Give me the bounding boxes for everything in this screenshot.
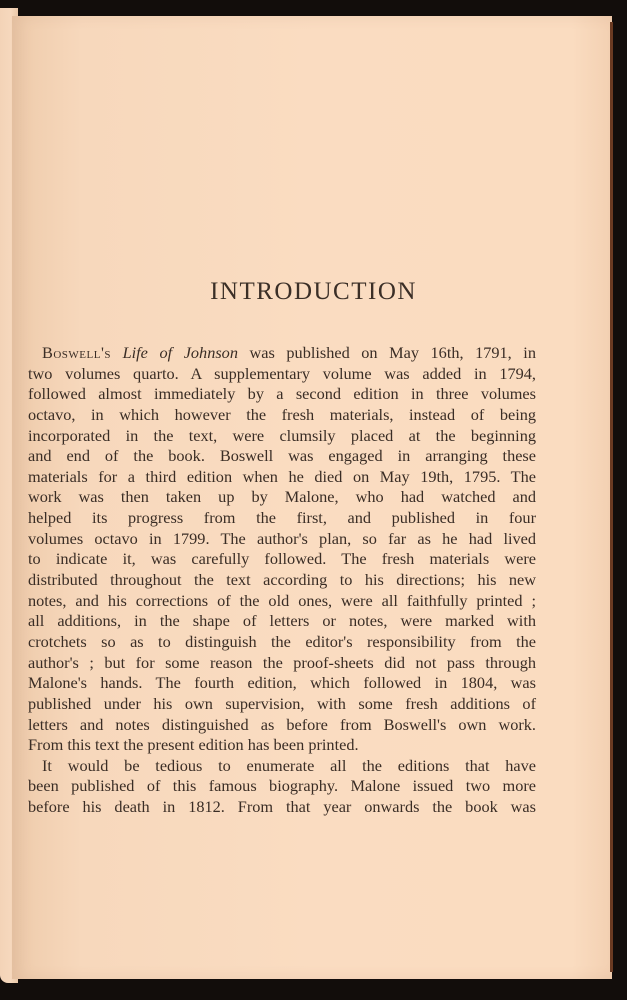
book-title-italic: Life of Johnson	[122, 343, 238, 362]
text-line	[28, 343, 536, 364]
text-line: author's ; but for some reason the proof-sheets did not pass through	[28, 652, 536, 672]
text-line: been published of this famous biography. Malone issued two more	[28, 776, 536, 796]
page-edge	[610, 22, 613, 972]
text-line: published under his own supervision, with some fresh additions of	[28, 693, 536, 713]
text-line: and end of the book. Boswell was engaged in arranging these	[28, 446, 536, 466]
text-line: From this text the present edition has been printed.	[28, 735, 359, 755]
text-line: letters and notes distinguished as before from Boswell's own work.	[28, 714, 536, 734]
text-line-rest: was published on May 16th, 1791, in	[249, 343, 536, 362]
text-line: helped its progress from the first, and published in four	[28, 508, 536, 528]
text-line: incorporated in the text, were clumsily placed at the beginning	[28, 425, 536, 445]
author-name-smallcaps: Boswell's	[42, 343, 112, 362]
text-line: octavo, in which however the fresh materials, instead of being	[28, 404, 536, 424]
text-line: before his death in 1812. From that year onwards the book was	[28, 797, 536, 817]
text-line: work was then taken up by Malone, who had watched and	[28, 487, 536, 507]
text-line: followed almost immediately by a second edition in three volumes	[28, 384, 536, 404]
text-line: volumes octavo in 1799. The author's plan, so far as he had lived	[28, 528, 536, 548]
text-line: It would be tedious to enumerate all the editions that have	[42, 755, 536, 775]
text-line: two volumes quarto. A supplementary volume was added in 1794,	[28, 363, 536, 383]
text-line: distributed throughout the text according to his directions; his new	[28, 570, 536, 590]
text-line: to indicate it, was carefully followed. The fresh materials were	[28, 549, 536, 569]
page-body	[28, 343, 536, 818]
paragraph-2	[28, 756, 536, 818]
paragraph-1	[28, 343, 536, 756]
page-title: INTRODUCTION	[210, 278, 417, 305]
text-line: Malone's hands. The fourth edition, which followed in 1804, was	[28, 673, 536, 693]
text-line: crotchets so as to distinguish the editor's responsibility from the	[28, 631, 536, 651]
text-line: all additions, in the shape of letters or notes, were marked with	[28, 611, 536, 631]
text-line: notes, and his corrections of the old ones, were all faithfully printed ;	[28, 590, 536, 610]
text-line: materials for a third edition when he died on May 19th, 1795. The	[28, 466, 536, 486]
